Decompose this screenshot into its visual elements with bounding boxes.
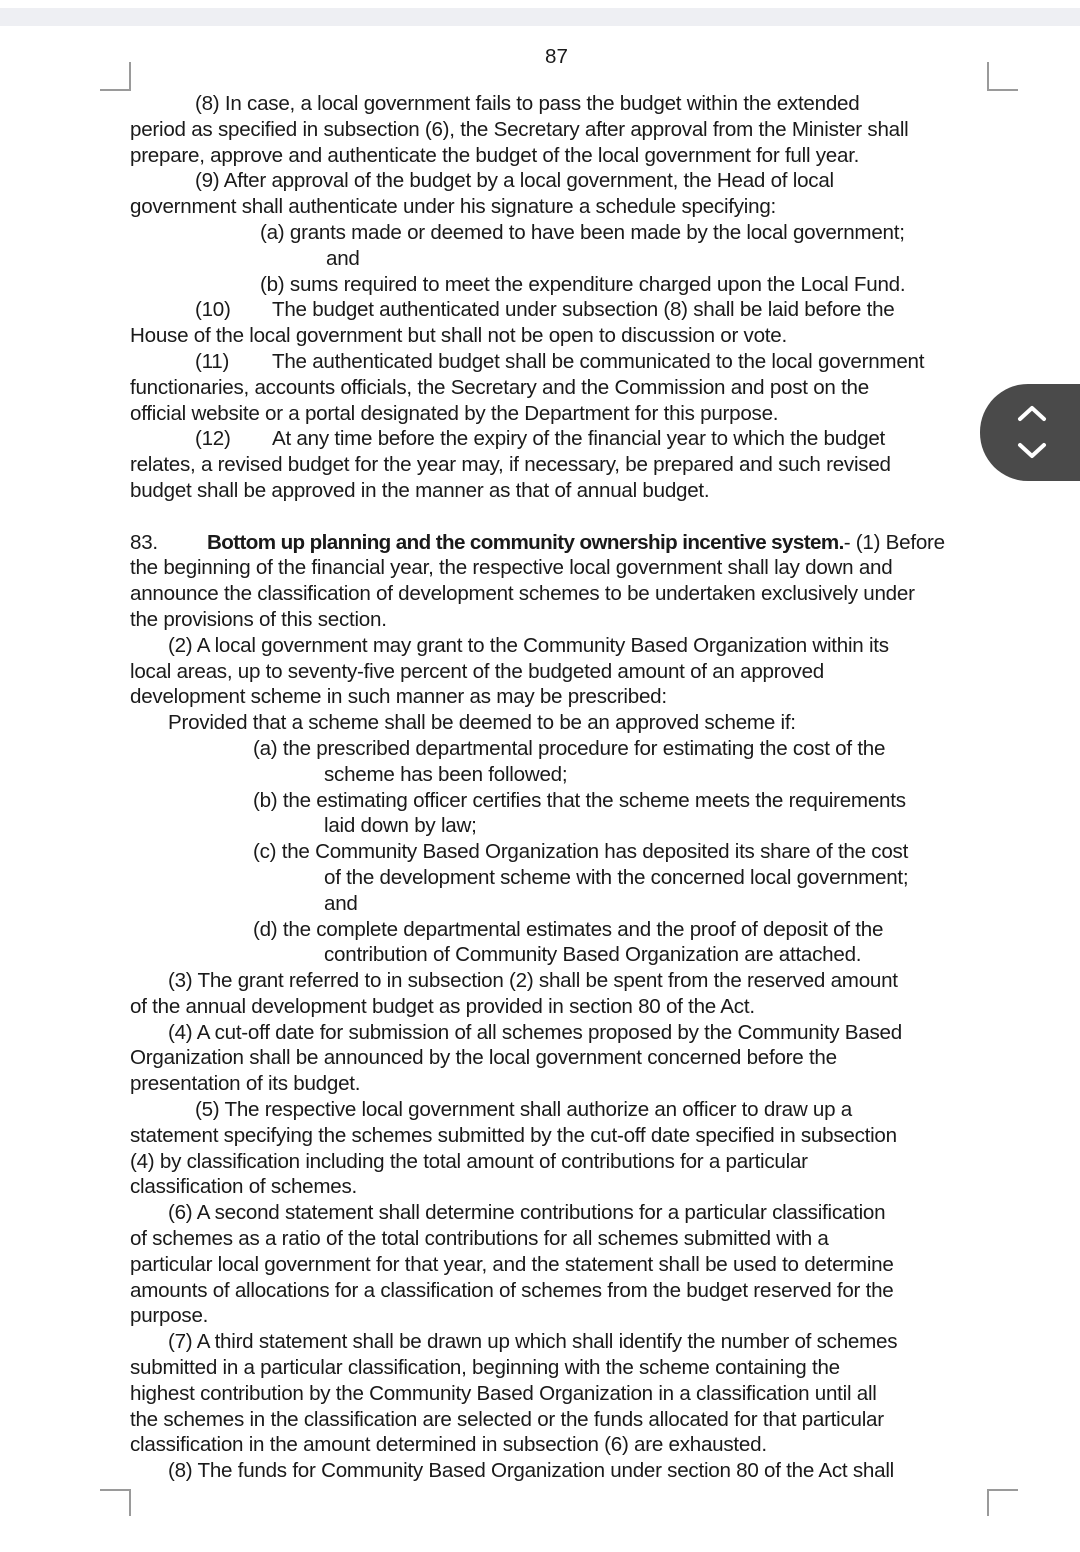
text-line: announce the classification of development schemes to be undertaken exclusively under	[130, 582, 915, 606]
text-line: (4) by classification including the total amount of contributions for a particular	[130, 1149, 808, 1173]
text-line: the beginning of the financial year, the respective local government shall lay down and	[130, 556, 893, 580]
crop-mark-tr-v	[987, 62, 989, 91]
text-line: (7) A third statement shall be drawn up which shall identify the number of schemes	[168, 1330, 898, 1354]
text-line: House of the local government but shall not be open to discussion or vote.	[130, 324, 787, 348]
text-line: of the annual development budget as provided in section 80 of the Act.	[130, 994, 755, 1018]
text-line: (c) the Community Based Organization has deposited its share of the cost	[253, 840, 909, 864]
text-line: of the development scheme with the concerned local government;	[324, 865, 909, 889]
text-line: prepare, approve and authenticate the budget of the local government for full year.	[130, 143, 860, 167]
section-heading-line	[130, 530, 990, 556]
text-line: (8) The funds for Community Based Organization under section 80 of the Act shall	[168, 1459, 894, 1483]
text-line: the provisions of this section.	[130, 607, 387, 631]
text-line: of schemes as a ratio of the total contributions for all schemes submitted with a	[130, 1227, 829, 1251]
text-line: particular local government for that year, and the statement shall be used to determine	[130, 1252, 894, 1276]
text-line: (a) grants made or deemed to have been made by the local government;	[260, 220, 905, 244]
page-navigation-control	[980, 384, 1080, 481]
text-line: and	[326, 246, 360, 270]
chevron-down-icon[interactable]	[1015, 440, 1049, 462]
text-line: submitted in a particular classification, beginning with the scheme containing the	[130, 1356, 840, 1380]
text-line: statement specifying the schemes submitted by the cut-off date specified in subsection	[130, 1123, 897, 1147]
section-title: Bottom up planning and the community ownership incentive system.	[207, 530, 844, 554]
subsection-number: (11)	[195, 349, 230, 373]
text-line: laid down by law;	[324, 814, 477, 838]
document-page	[130, 91, 990, 1484]
text-line: (d) the complete departmental estimates and the proof of deposit of the	[253, 917, 884, 941]
text-line	[130, 426, 990, 452]
text-span: At any time before the expiry of the financial year to which the budget	[272, 427, 886, 451]
viewer-top-bar	[0, 8, 1080, 26]
crop-mark-br-v	[987, 1489, 989, 1516]
text-line	[130, 297, 990, 323]
text-line: (2) A local government may grant to the Community Based Organization within its	[168, 633, 889, 657]
subsection-number: (10)	[195, 298, 231, 322]
crop-mark-bl-v	[129, 1489, 131, 1516]
text-line: local areas, up to seventy-five percent of the budgeted amount of an approved	[130, 659, 824, 683]
text-line: classification of schemes.	[130, 1175, 357, 1199]
text-line: budget shall be approved in the manner as that of annual budget.	[130, 478, 710, 502]
text-line: amounts of allocations for a classification of schemes from the budget reserved for the	[130, 1278, 894, 1302]
text-line: period as specified in subsection (6), the Secretary after approval from the Minister shall	[130, 117, 909, 141]
crop-mark-tl-v	[129, 62, 131, 91]
subsection-number: (12)	[195, 427, 231, 451]
page-number: 87	[545, 45, 568, 68]
text-line: Provided that a scheme shall be deemed to be an approved scheme if:	[168, 711, 796, 735]
text-line: (b) sums required to meet the expenditure charged upon the Local Fund.	[260, 272, 906, 296]
text-span: The authenticated budget shall be communicated to the local government	[272, 349, 925, 373]
text-line: presentation of its budget.	[130, 1072, 361, 1096]
text-line: (6) A second statement shall determine contributions for a particular classification	[168, 1201, 886, 1225]
crop-mark-bl-h	[100, 1489, 131, 1491]
text-span: - (1) Before	[843, 530, 945, 554]
chevron-up-icon[interactable]	[1015, 402, 1049, 424]
text-line: (9) After approval of the budget by a local government, the Head of local	[195, 169, 834, 193]
crop-mark-tr-h	[987, 89, 1018, 91]
section-number: 83.	[130, 530, 158, 554]
text-line: (4) A cut-off date for submission of all schemes proposed by the Community Based	[168, 1020, 902, 1044]
text-line: development scheme in such manner as may be prescribed:	[130, 685, 667, 709]
text-line: (b) the estimating officer certifies that the scheme meets the requirements	[253, 788, 906, 812]
text-line: and	[324, 891, 358, 915]
text-line: functionaries, accounts officials, the Secretary and the Commission and post on the	[130, 375, 869, 399]
text-span: The budget authenticated under subsection (8) shall be laid before the	[272, 298, 895, 322]
text-line: classification in the amount determined in subsection (6) are exhausted.	[130, 1433, 767, 1457]
text-line: (8) In case, a local government fails to pass the budget within the extended	[195, 92, 860, 115]
text-line: (5) The respective local government shall authorize an officer to draw up a	[195, 1098, 853, 1122]
text-line: relates, a revised budget for the year may, if necessary, be prepared and such revised	[130, 453, 891, 477]
text-line: purpose.	[130, 1304, 209, 1328]
text-line: scheme has been followed;	[324, 762, 568, 786]
text-line: (3) The grant referred to in subsection (2) shall be spent from the reserved amount	[168, 969, 898, 993]
text-line: the schemes in the classification are selected or the funds allocated for that particular	[130, 1407, 884, 1431]
blank-line	[130, 504, 990, 530]
text-line	[130, 349, 990, 375]
text-line: Organization shall be announced by the local government concerned before the	[130, 1046, 837, 1070]
text-line: government shall authenticate under his signature a schedule specifying:	[130, 195, 776, 219]
crop-mark-tl-h	[100, 89, 131, 91]
text-line: contribution of Community Based Organization are attached.	[324, 943, 862, 967]
text-line: official website or a portal designated by the Department for this purpose.	[130, 401, 779, 425]
crop-mark-br-h	[987, 1489, 1018, 1491]
text-line: highest contribution by the Community Based Organization in a classification until all	[130, 1381, 877, 1405]
text-line: (a) the prescribed departmental procedure for estimating the cost of the	[253, 736, 886, 760]
